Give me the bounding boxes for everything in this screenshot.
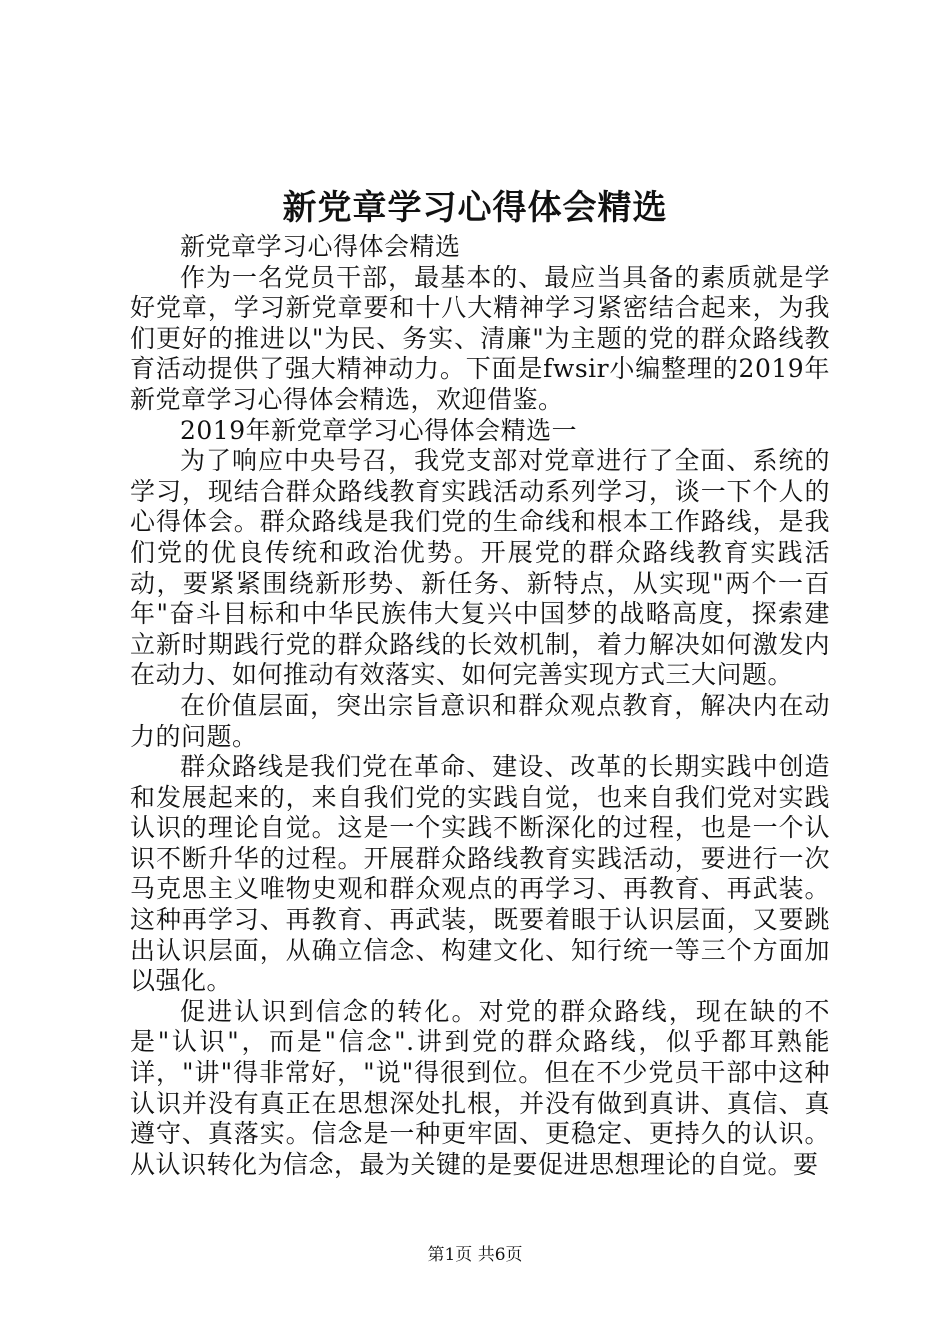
paragraph-subtitle: 新党章学习心得体会精选	[180, 232, 461, 261]
paragraph-body-3: 群众路线是我们党在革命、建设、改革的长期实践中创造和发展起来的，来自我们党的实践自觉，也来自我们党对实践认识的理论自觉。这是一个实践不断深化的过程，也是一个认识不断升华的过程。开展群众路线教育实践活动，要进行一次马克思主义唯物史观和群众观点的再学习、再教育、再武装。这种再学习、再教育、再武装，既要着眼于认识层面，又要跳出认识层面，从确立信念、构建文化、知行统一等三个方面加以强化。	[130, 752, 830, 996]
page-number-footer: 第1页 共6页	[427, 1245, 523, 1265]
paragraph-body-1: 为了响应中央号召，我党支部对党章进行了全面、系统的学习，现结合群众路线教育实践活动系列学习，谈一下个人的心得体会。群众路线是我们党的生命线和根本工作路线，是我们党的优良传统和政治优势。开展党的群众路线教育实践活动，要紧紧围绕新形势、新任务、新特点，从实现"两个一百年"奋斗目标和中华民族伟大复兴中国梦的战略高度，探索建立新时期践行党的群众路线的长效机制，着力解决如何激发内在动力、如何推动有效落实、如何完善实现方式三大问题。	[130, 446, 830, 690]
paragraph-section-heading: 2019年新党章学习心得体会精选一	[180, 415, 578, 445]
document-body	[130, 232, 830, 1180]
paragraph-intro: 作为一名党员干部，最基本的、最应当具备的素质就是学好党章，学习新党章要和十八大精神学习紧密结合起来，为我们更好的推进以"为民、务实、清廉"为主题的党的群众路线教育活动提供了强大精神动力。下面是fwsir小编整理的2019年新党章学习心得体会精选，欢迎借鉴。	[130, 262, 830, 414]
paragraph-body-2: 在价值层面，突出宗旨意识和群众观点教育，解决内在动力的问题。	[130, 690, 830, 751]
paragraph-body-4: 促进认识到信念的转化。对党的群众路线，现在缺的不是"认识"，而是"信念".讲到党的群众路线，似乎都耳熟能详，"讲"得非常好，"说"得很到位。但在不少党员干部中这种认识并没有真正在思想深处扎根，并没有做到真讲、真信、真遵守、真落实。信念是一种更牢固、更稳定、更持久的认识。从认识转化为信念，最为关键的是要促进思想理论的自觉。要	[130, 996, 830, 1179]
document-title: 新党章学习心得体会精选	[282, 188, 668, 228]
